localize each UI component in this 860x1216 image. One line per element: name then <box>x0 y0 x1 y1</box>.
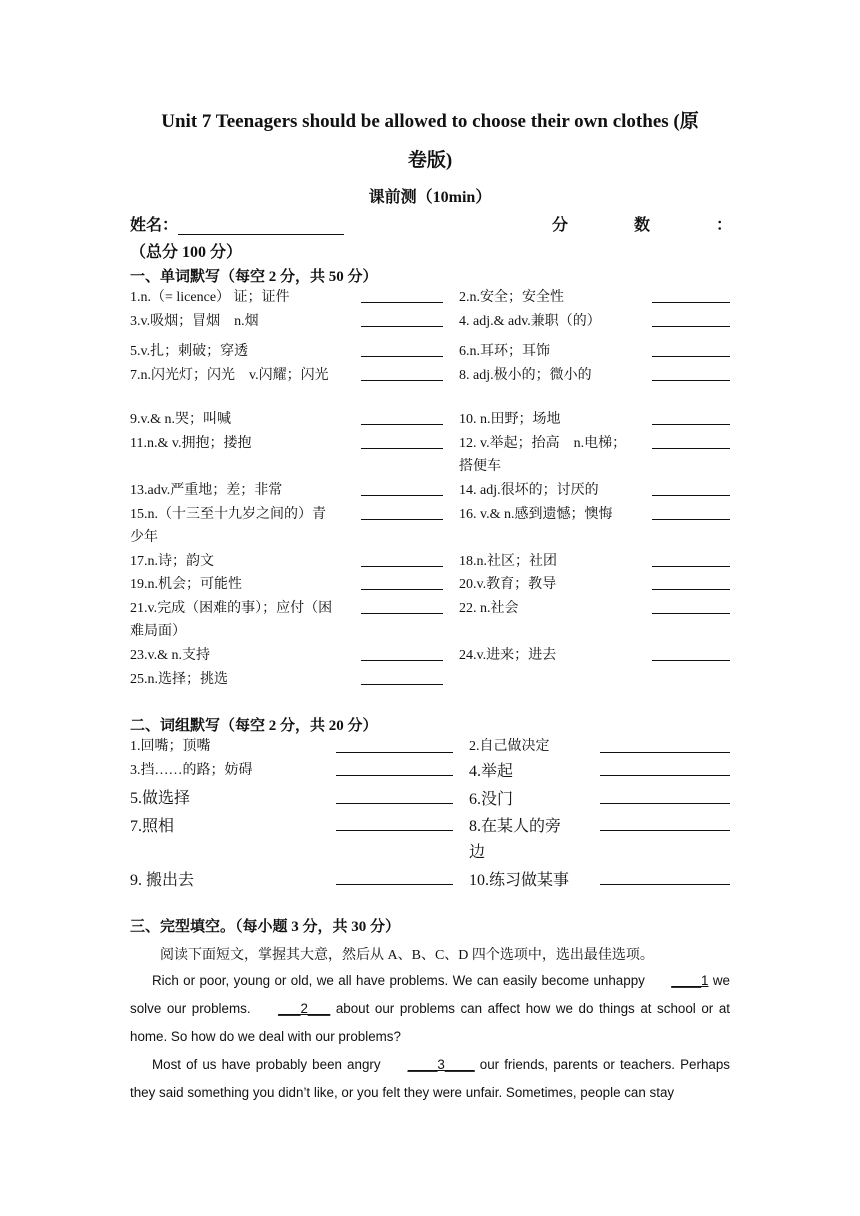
vocab-item-continued: 少年 <box>130 530 158 545</box>
vocab-item: 9.v.& n.哭；叫喊 <box>130 412 231 427</box>
vocab-item: 12. v.举起；抬高 n.电梯； <box>459 436 627 451</box>
vocab-item: 14. adj.很坏的；讨厌的 <box>459 483 599 498</box>
name-field[interactable] <box>130 212 344 235</box>
passage-text: our friends, parents or teachers. Perhaps they said something you didn’t like, or you felt they were unfair. Sometimes, people can stay <box>130 1057 730 1100</box>
worksheet-title-continued: 卷版) <box>407 150 453 171</box>
answer-blank[interactable] <box>600 803 730 804</box>
answer-blank[interactable] <box>361 380 443 381</box>
answer-blank[interactable] <box>600 775 730 776</box>
phrase-item: 9. 搬出去 <box>130 872 195 889</box>
phrase-item-continued: 边 <box>469 844 486 861</box>
answer-blank[interactable] <box>361 302 443 303</box>
vocab-item: 25.n.选择；挑选 <box>130 672 228 687</box>
score-label-char: 分 <box>552 217 569 234</box>
vocab-item: 15.n.（十三至十九岁之间的）青 <box>130 507 326 522</box>
answer-blank[interactable] <box>652 448 730 449</box>
answer-blank[interactable] <box>361 660 443 661</box>
answer-blank[interactable] <box>652 566 730 567</box>
vocab-item: 19.n.机会；可能性 <box>130 577 242 592</box>
score-field <box>552 212 732 235</box>
answer-blank[interactable] <box>361 566 443 567</box>
vocab-item: 10. n.田野；场地 <box>459 412 561 427</box>
vocab-item: 11.n.& v.拥抱；搂抱 <box>130 436 252 451</box>
vocab-item: 4. adj.& adv.兼职（的） <box>459 314 601 329</box>
passage-paragraph <box>130 967 730 1051</box>
answer-blank[interactable] <box>336 884 453 885</box>
worksheet-subtitle: 课前测（10min） <box>368 189 492 206</box>
answer-blank[interactable] <box>600 830 730 831</box>
answer-blank[interactable] <box>361 356 443 357</box>
phrase-item: 7.照相 <box>130 818 175 835</box>
answer-blank[interactable] <box>652 302 730 303</box>
answer-blank[interactable] <box>652 356 730 357</box>
vocab-item: 22. n.社会 <box>459 601 519 616</box>
vocab-item: 13.adv.严重地；差；非常 <box>130 483 283 498</box>
vocab-item: 7.n.闪光灯；闪光 v.闪耀；闪光 <box>130 368 329 383</box>
cloze-blank-2[interactable]: ___2___ <box>278 1001 331 1016</box>
instruction-text: 阅读下面短文，掌握其大意，然后从 A、B、C、D 四个选项中，选出最佳选项。 <box>160 948 654 963</box>
score-label-char: 数 <box>633 217 650 234</box>
name-label: 姓名： <box>130 217 179 234</box>
answer-blank[interactable] <box>361 448 443 449</box>
passage-text: Most of us have probably been angry <box>152 1057 386 1072</box>
phrase-item: 5.做选择 <box>130 790 191 807</box>
score-label-char: ： <box>715 217 732 234</box>
section-heading: 二、词组默写（每空 2 分，共 20 分） <box>130 718 378 734</box>
section-heading: 一、单词默写（每空 2 分，共 50 分） <box>130 269 378 285</box>
vocab-item-continued: 搭便车 <box>459 459 501 474</box>
answer-blank[interactable] <box>336 830 453 831</box>
answer-blank[interactable] <box>652 495 730 496</box>
phrase-item: 3.挡……的路；妨碍 <box>130 763 253 778</box>
vocab-item: 17.n.诗；韵文 <box>130 554 214 569</box>
answer-blank[interactable] <box>652 380 730 381</box>
vocab-item: 21.v.完成（困难的事）；应付（困 <box>130 601 333 616</box>
answer-blank[interactable] <box>336 752 453 753</box>
phrase-item: 2.自己做决定 <box>469 739 550 754</box>
vocab-item: 8. adj.极小的；微小的 <box>459 368 592 383</box>
name-blank[interactable] <box>178 218 344 235</box>
cloze-blank-1[interactable]: ____1 <box>671 973 709 988</box>
answer-blank[interactable] <box>600 752 730 753</box>
phrase-item: 1.回嘴；顶嘴 <box>130 739 211 754</box>
answer-blank[interactable] <box>336 803 453 804</box>
passage-paragraph <box>130 1051 730 1107</box>
answer-blank[interactable] <box>600 884 730 885</box>
answer-blank[interactable] <box>361 495 443 496</box>
answer-blank[interactable] <box>336 775 453 776</box>
answer-blank[interactable] <box>652 424 730 425</box>
answer-blank[interactable] <box>652 589 730 590</box>
answer-blank[interactable] <box>361 684 443 685</box>
phrase-item: 10.练习做某事 <box>469 872 570 889</box>
phrase-item: 4.举起 <box>469 763 514 780</box>
phrase-item: 6.没门 <box>469 791 514 808</box>
vocab-item: 1.n.（= licence） 证；证件 <box>130 290 290 305</box>
vocab-item-continued: 难局面） <box>130 624 186 639</box>
total-score: （总分 100 分） <box>130 244 243 261</box>
vocab-item: 18.n.社区；社团 <box>459 554 557 569</box>
vocab-item: 6.n.耳环；耳饰 <box>459 344 550 359</box>
vocab-item: 20.v.教育；教导 <box>459 577 557 592</box>
vocab-item: 23.v.& n.支持 <box>130 648 210 663</box>
answer-blank[interactable] <box>361 326 443 327</box>
worksheet-title: Unit 7 Teenagers should be allowed to choose their own clothes (原 <box>161 111 699 132</box>
phrase-item: 8.在某人的旁 <box>469 818 562 835</box>
answer-blank[interactable] <box>361 613 443 614</box>
answer-blank[interactable] <box>652 519 730 520</box>
cloze-blank-3[interactable]: ____3____ <box>407 1057 475 1072</box>
answer-blank[interactable] <box>652 613 730 614</box>
vocab-item: 16. v.& n.感到遗憾；懊悔 <box>459 507 613 522</box>
passage-text: about our problems can affect how we do things at school or at home. So how do we deal with our problems? <box>130 1001 730 1044</box>
answer-blank[interactable] <box>361 589 443 590</box>
vocab-item: 5.v.扎；刺破；穿透 <box>130 344 249 359</box>
answer-blank[interactable] <box>361 424 443 425</box>
vocab-item: 3.v.吸烟；冒烟 n.烟 <box>130 314 259 329</box>
vocab-item: 24.v.进来；进去 <box>459 648 557 663</box>
answer-blank[interactable] <box>652 326 730 327</box>
answer-blank[interactable] <box>361 519 443 520</box>
vocab-item: 2.n.安全；安全性 <box>459 290 564 305</box>
answer-blank[interactable] <box>652 660 730 661</box>
passage-text: Rich or poor, young or old, we all have problems. We can easily become unhappy <box>152 973 650 988</box>
passage-text: we solve our problems. <box>130 973 730 1016</box>
section-heading: 三、完型填空。（每小题 3 分，共 30 分） <box>130 919 401 935</box>
